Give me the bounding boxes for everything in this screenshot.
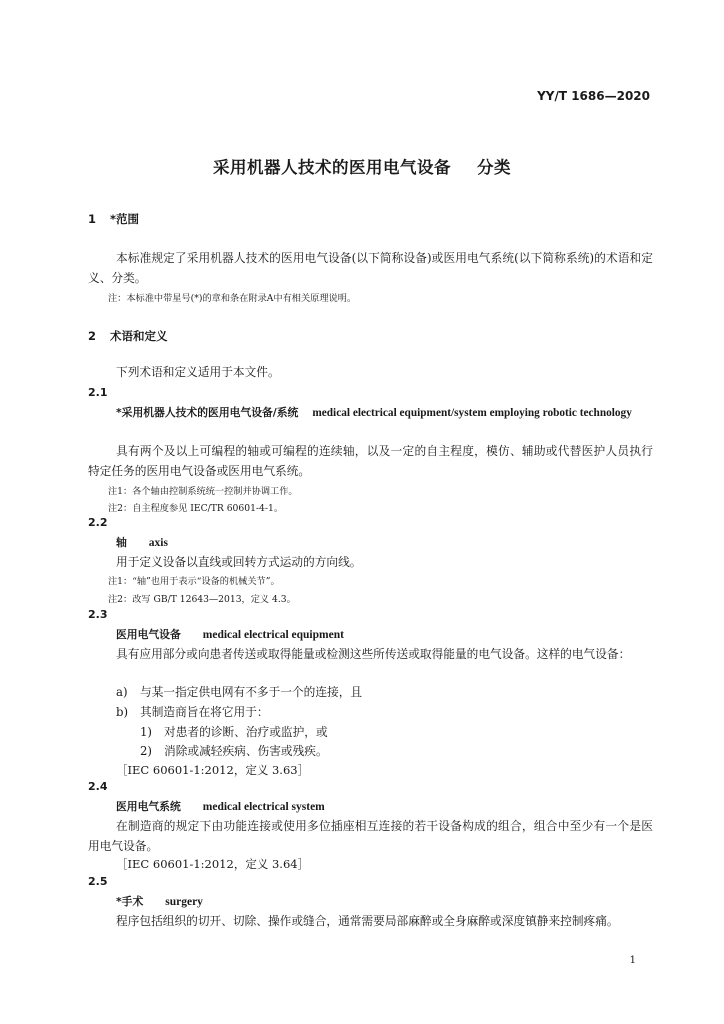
scope-note: 注：本标准中带星号(*)的章和条在附录A中有相关原理说明。 xyxy=(108,293,357,304)
term-english: surgery xyxy=(165,896,203,908)
note-2-1-1: 注1：各个轴由控制系统统一控制并协调工作。 xyxy=(108,486,298,497)
reference-2-4: ［IEC 60601-1:2012，定义 3.64］ xyxy=(116,857,310,871)
document-title xyxy=(0,154,724,178)
list-item-b xyxy=(116,704,269,720)
list-text: 与某一指定供电网有不多于一个的连接，且 xyxy=(140,685,363,699)
title-sub: 分类 xyxy=(477,158,511,177)
term-2-1 xyxy=(88,402,653,423)
clause-number-2-5: 2.5 xyxy=(88,875,108,888)
definition-2-5: 程序包括组织的切开、切除、操作或缝合，通常需要局部麻醉或全身麻醉或深度镇静来控制疼痛。 xyxy=(116,914,619,928)
term-chinese: 轴 xyxy=(116,536,127,549)
list-marker: 2) xyxy=(140,744,152,758)
term-2-4 xyxy=(116,799,325,814)
term-english: medical electrical equipment xyxy=(202,629,344,641)
term-english: axis xyxy=(148,537,168,549)
definition-2-2: 用于定义设备以直线或回转方式运动的方向线。 xyxy=(116,555,362,569)
title-main: 采用机器人技术的医用电气设备 xyxy=(213,158,451,177)
list-text: 消除或减轻疾病、伤害或残疾。 xyxy=(164,744,328,758)
definition-2-4: 在制造商的规定下由功能连接或使用多位插座相互连接的若干设备构成的组合，组合中至少有一个是医用电气设备。 xyxy=(88,819,653,853)
page-number: 1 xyxy=(629,955,636,966)
term-chinese: *采用机器人技术的医用电气设备/系统 xyxy=(116,406,299,419)
reference-2-3: ［IEC 60601-1:2012，定义 3.63］ xyxy=(116,763,310,777)
list-marker: b) xyxy=(116,705,129,719)
standard-number: YY/T 1686—2020 xyxy=(537,89,650,103)
definition-2-3: 具有应用部分或向患者传送或取得能量或检测这些所传送或取得能量的电气设备。这样的电气设备： xyxy=(116,647,631,661)
clause-number-2-3: 2.3 xyxy=(88,608,108,621)
section-title: 术语和定义 xyxy=(110,329,168,343)
sublist-item-2 xyxy=(140,743,328,759)
section-1-heading xyxy=(88,211,139,227)
term-2-5 xyxy=(116,894,203,909)
section-2-heading xyxy=(88,328,168,344)
list-marker: 1) xyxy=(140,725,152,739)
term-2-2 xyxy=(116,535,168,550)
list-text: 其制造商旨在将它用于： xyxy=(140,705,269,719)
term-english: medical electrical system xyxy=(202,801,325,813)
clause-number-2-2: 2.2 xyxy=(88,516,108,529)
clause-number-2-1: 2.1 xyxy=(88,386,108,399)
section-number: 2 xyxy=(88,329,97,343)
scope-paragraph: 本标准规定了采用机器人技术的医用电气设备(以下简称设备)或医用电气系统(以下简称系统)的术语和定义、分类。 xyxy=(88,251,653,285)
list-item-a xyxy=(116,684,362,700)
note-2-2-2: 注2：改写 GB/T 12643—2013，定义 4.3。 xyxy=(108,594,296,605)
list-text: 对患者的诊断、治疗或监护，或 xyxy=(164,725,328,739)
list-marker: a) xyxy=(116,685,128,699)
definition-2-1: 具有两个及以上可编程的轴或可编程的连续轴，以及一定的自主程度，模仿、辅助或代替医护人员执行特定任务的医用电气设备或医用电气系统。 xyxy=(88,444,653,478)
term-chinese: *手术 xyxy=(116,895,144,908)
term-chinese: 医用电气设备 xyxy=(116,628,181,641)
term-2-3 xyxy=(116,627,344,642)
note-2-2-1: 注1：“轴”也用于表示“设备的机械关节”。 xyxy=(108,576,280,587)
clause-number-2-4: 2.4 xyxy=(88,780,108,793)
term-chinese: 医用电气系统 xyxy=(116,800,181,813)
sublist-item-1 xyxy=(140,724,328,740)
section-title: *范围 xyxy=(110,212,140,226)
terms-intro: 下列术语和定义适用于本文件。 xyxy=(116,365,280,379)
note-2-1-2: 注2：自主程度参见 IEC/TR 60601-4-1。 xyxy=(108,503,284,514)
section-number: 1 xyxy=(88,212,97,226)
term-english: medical electrical equipment/system employing robotic technology xyxy=(312,407,632,419)
